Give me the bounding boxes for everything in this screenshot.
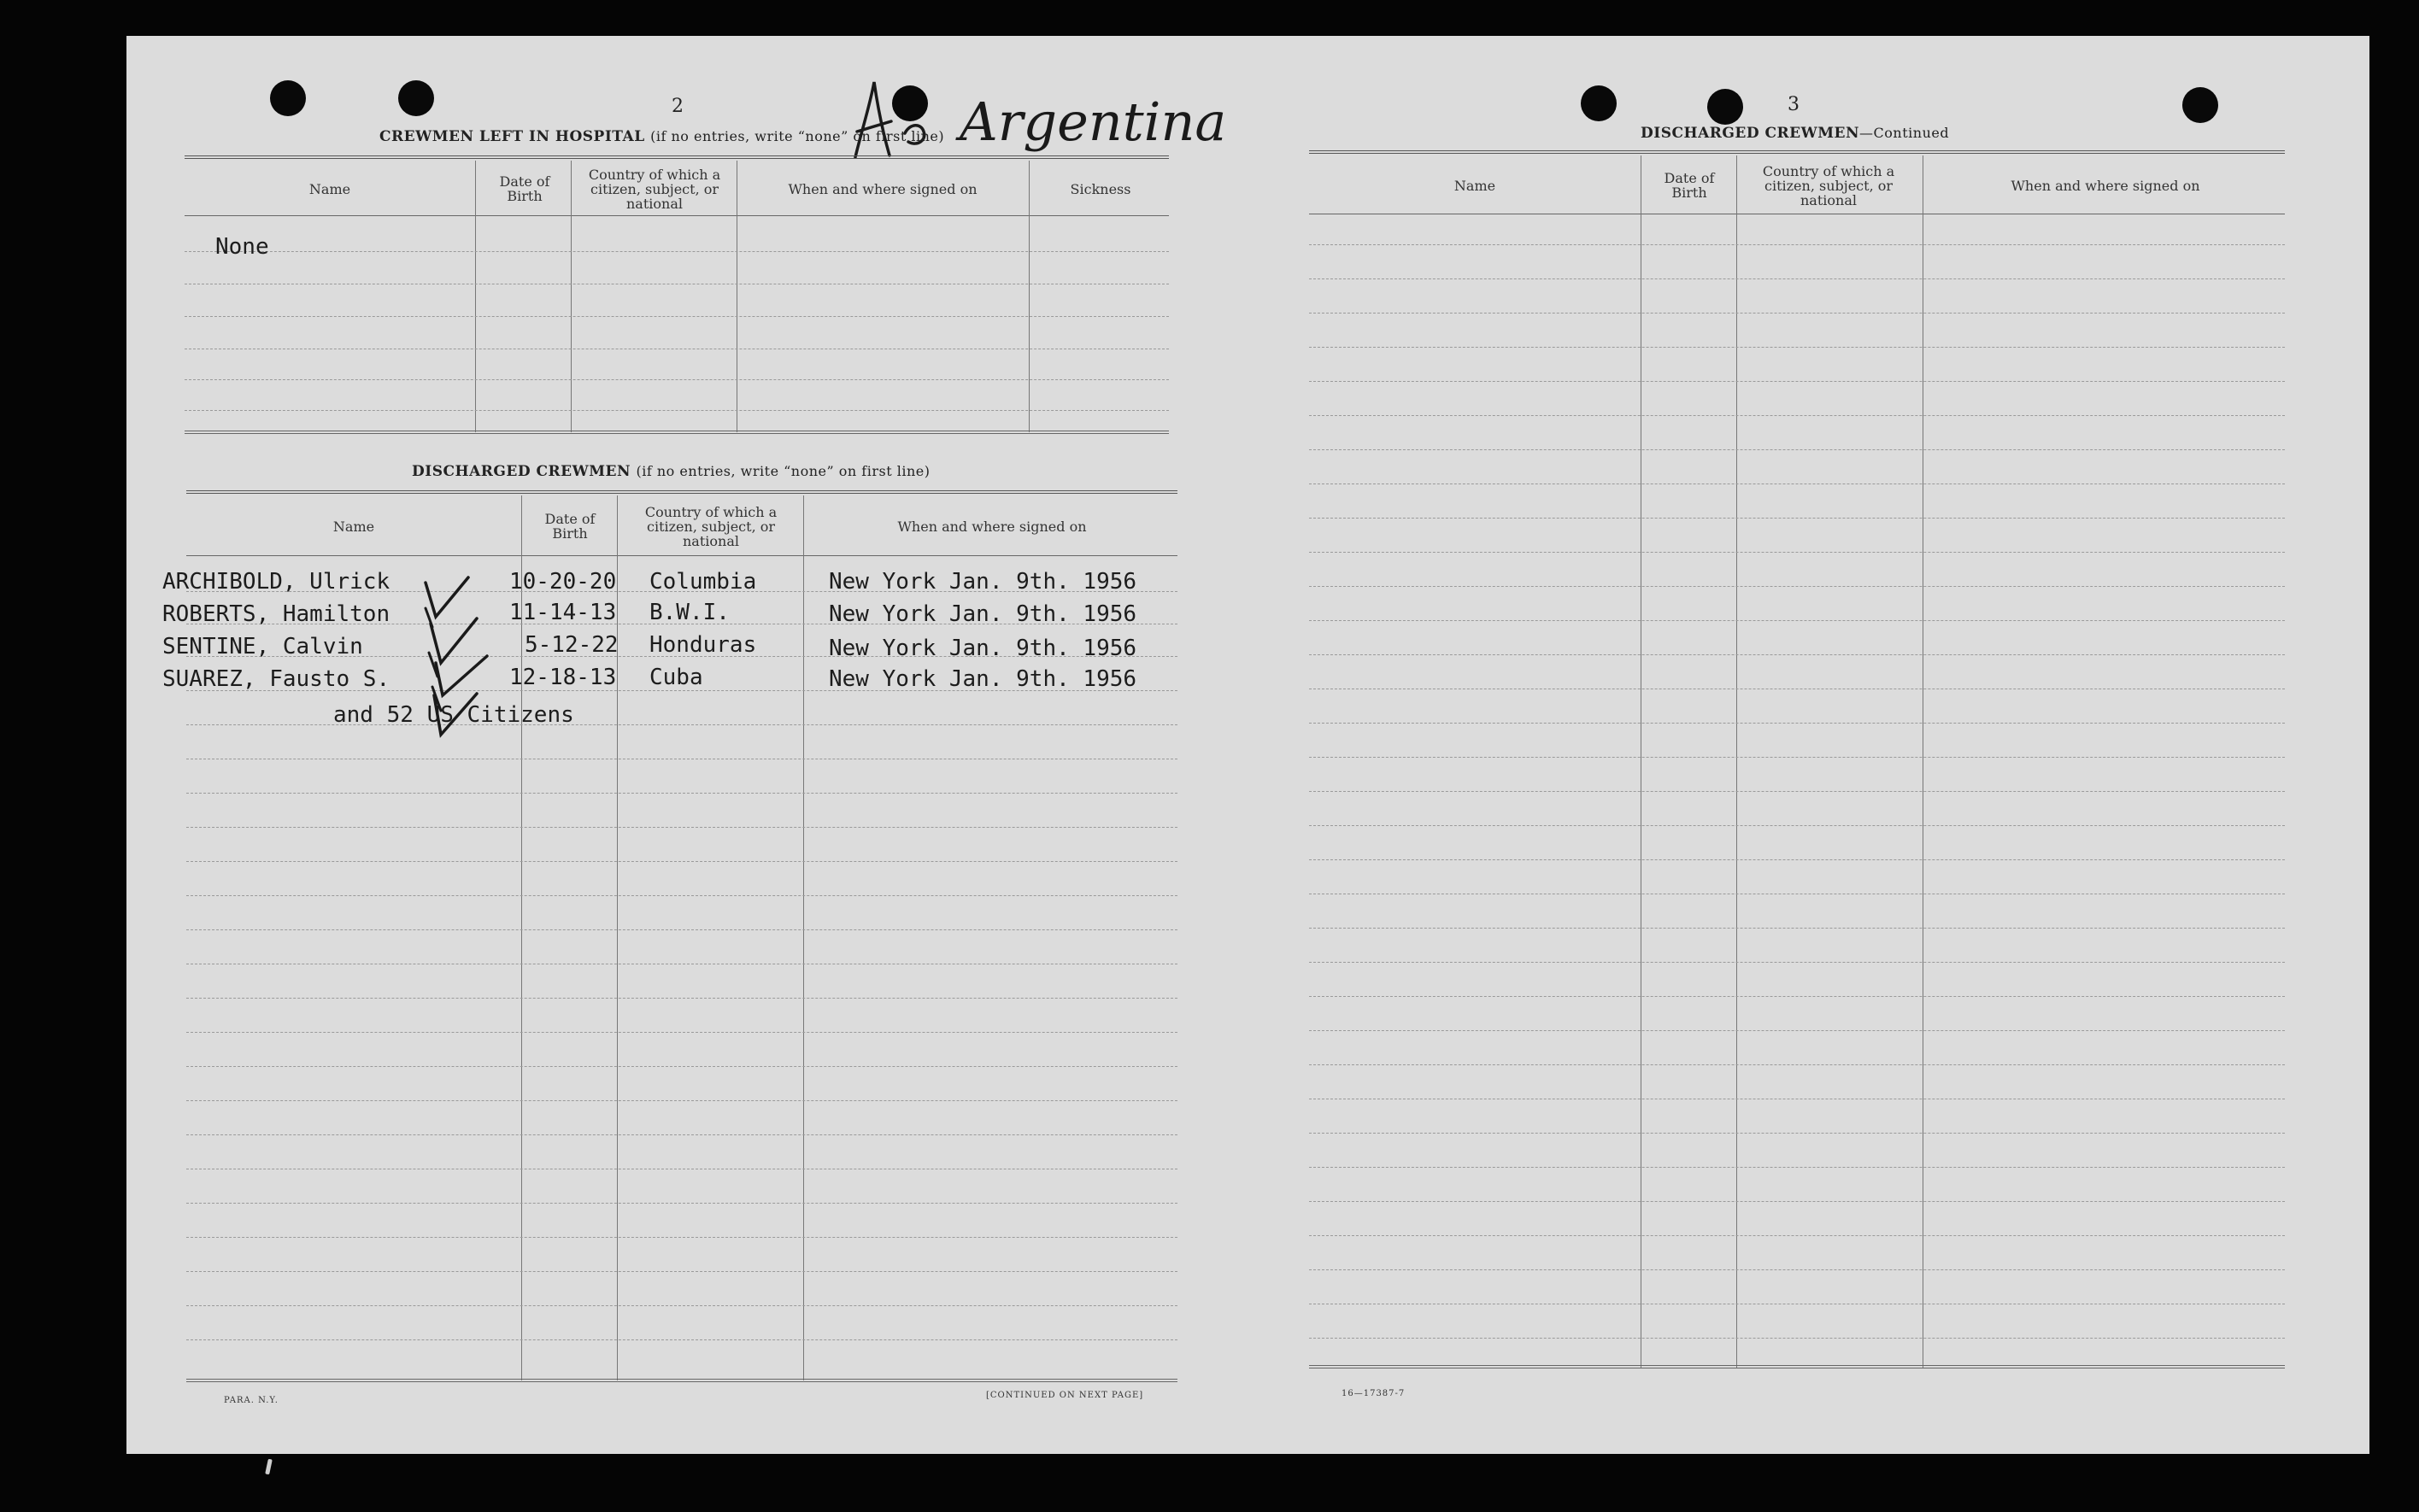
punch-hole (1581, 85, 1617, 121)
punch-hole (270, 80, 306, 116)
discharged-continued-table (1309, 150, 2285, 1375)
header-signed-on: When and where signed on (897, 518, 1087, 535)
header-country: Country of which a citizen, subject, or national (588, 166, 721, 212)
crew-name: SUAREZ, Fausto S. (162, 666, 390, 692)
crew-signed-on: New York Jan. 9th. 1956 (829, 569, 1137, 595)
punch-hole (398, 80, 434, 116)
continued-note: [CONTINUED ON NEXT PAGE] (986, 1391, 1144, 1400)
header-sickness: Sickness (1070, 180, 1131, 197)
crew-dob: 12-18-13 (509, 665, 617, 690)
header-name: Name (1453, 177, 1496, 194)
crew-signed-on: New York Jan. 9th. 1956 (829, 666, 1137, 692)
discharged-section-title: DISCHARGED CREWMEN (if no entries, write “none” on first line) (412, 463, 931, 480)
header-signed-on: When and where signed on (788, 180, 978, 197)
punch-hole (2182, 87, 2218, 123)
crew-country: Cuba (649, 665, 703, 690)
hospital-first-entry: None (215, 234, 269, 260)
header-country: Country of which a citizen, subject, or national (644, 503, 778, 549)
header-date-of-birth: Date of Birth (1664, 170, 1715, 201)
hospital-section-title: CREWMEN LEFT IN HOSPITAL (if no entries, write “none” on first line) (379, 128, 945, 145)
crew-signed-on: New York Jan. 9th. 1956 (829, 601, 1137, 627)
crew-country: B.W.I. (649, 600, 730, 625)
crew-dob: 11-14-13 (509, 600, 617, 625)
header-date-of-birth: Date of Birth (544, 511, 596, 542)
hospital-table (185, 155, 1169, 437)
header-signed-on: When and where signed on (2011, 177, 2200, 194)
discharged-note: and 52 US Citizens (333, 702, 574, 728)
margin-mark (265, 1459, 273, 1475)
crew-dob: 5-12-22 (525, 632, 619, 658)
printer-mark: PARA. N.Y. (224, 1396, 279, 1405)
check-marks (417, 574, 571, 745)
page-number: 3 (1788, 94, 1800, 115)
crew-country: Honduras (649, 632, 757, 658)
crew-dob: 10-20-20 (509, 569, 617, 595)
header-country: Country of which a citizen, subject, or national (1762, 162, 1895, 208)
header-date-of-birth: Date of Birth (499, 173, 550, 204)
crew-name: ARCHIBOLD, Ulrick (162, 569, 390, 595)
page-number: 2 (672, 96, 684, 117)
document-sheet (126, 36, 2369, 1454)
header-name: Name (332, 518, 375, 535)
svg-text:Argentina: Argentina (960, 91, 1227, 153)
punch-hole (1707, 89, 1743, 125)
crew-country: Columbia (649, 569, 757, 595)
crew-signed-on: New York Jan. 9th. 1956 (829, 636, 1137, 661)
crew-name: SENTINE, Calvin (162, 634, 363, 659)
form-code: 16—17387-7 (1342, 1389, 1406, 1398)
right-section-title: DISCHARGED CREWMEN—Continued (1641, 125, 1950, 142)
crew-name: ROBERTS, Hamilton (162, 601, 390, 627)
header-name: Name (308, 180, 351, 197)
